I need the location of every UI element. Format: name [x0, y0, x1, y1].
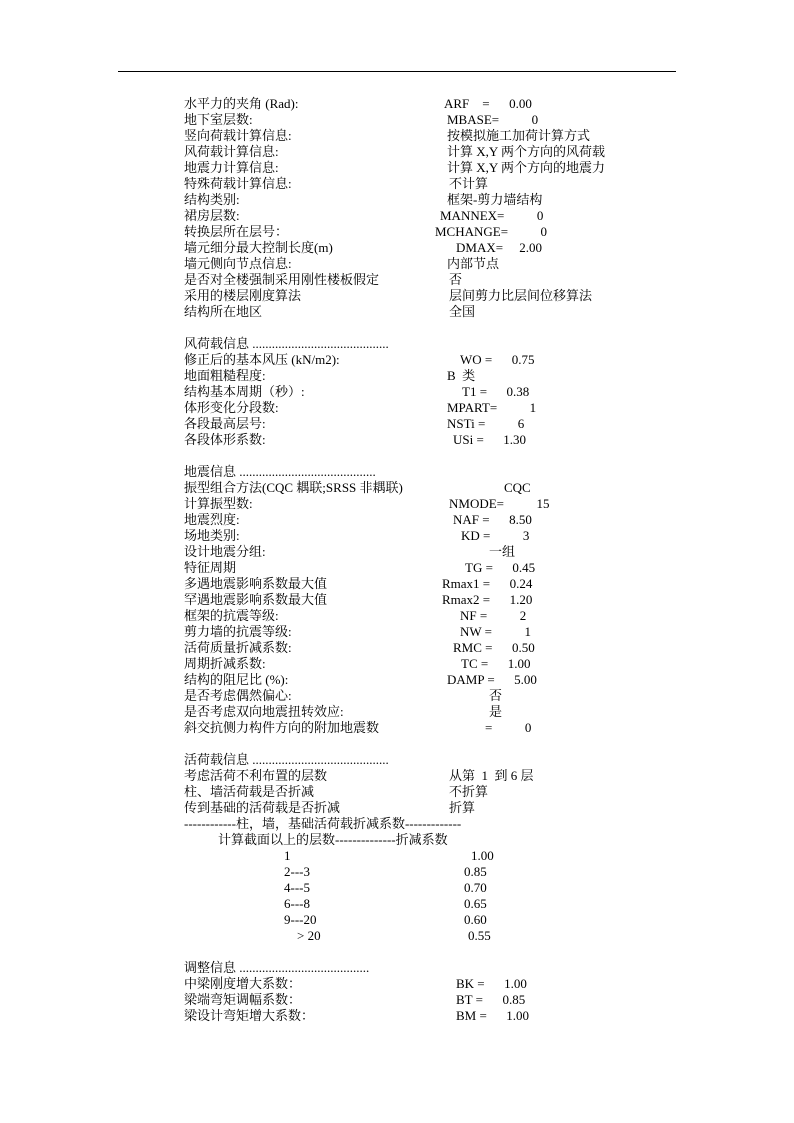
field-label: 修正后的基本风压 (kN/m2):	[184, 352, 340, 367]
general-row	[0, 240, 794, 256]
field-value: NAF = 8.50	[453, 512, 532, 527]
header-rule	[118, 71, 676, 72]
adjust-row	[0, 976, 794, 992]
field-value: MBASE= 0	[447, 112, 539, 127]
field-label: 中梁刚度增大系数：	[184, 976, 302, 991]
field-value: 计算 X,Y 两个方向的风荷载	[447, 144, 606, 159]
seismic-row	[0, 512, 794, 528]
section-title	[0, 336, 794, 352]
general-row	[0, 288, 794, 304]
wind-title: 风荷载信息 ..........................................	[184, 336, 389, 351]
wind-row	[0, 400, 794, 416]
field-value: T1 = 0.38	[462, 384, 530, 399]
field-label: 地震力计算信息:	[184, 160, 279, 175]
seismic-row	[0, 544, 794, 560]
seismic-row	[0, 672, 794, 688]
wind-section	[0, 336, 794, 448]
field-label: 体形变化分段数:	[184, 400, 279, 415]
field-label: 结构类别:	[184, 192, 240, 207]
field-label: 设计地震分组:	[184, 544, 266, 559]
field-value: WO = 0.75	[460, 352, 535, 367]
general-row	[0, 176, 794, 192]
field-label: 地震烈度:	[184, 512, 240, 527]
table-row	[0, 848, 794, 864]
table-header: 计算截面以上的层数--------------折减系数	[218, 832, 448, 847]
factor-cell: 1.00	[471, 848, 494, 863]
field-label: 各段最高层号:	[184, 416, 266, 431]
general-row	[0, 272, 794, 288]
field-value: Rmax2 = 1.20	[442, 592, 533, 607]
general-row	[0, 112, 794, 128]
floors-cell: 6---8	[284, 896, 310, 911]
section-title	[0, 960, 794, 976]
general-row	[0, 128, 794, 144]
seismic-row	[0, 688, 794, 704]
field-value: BM = 1.00	[456, 1008, 530, 1023]
table-row	[0, 864, 794, 880]
factor-cell: 0.65	[464, 896, 487, 911]
field-label: 框架的抗震等级:	[184, 608, 279, 623]
general-row	[0, 256, 794, 272]
field-value: 是	[489, 704, 503, 719]
adjust-row	[0, 1008, 794, 1024]
seismic-row	[0, 496, 794, 512]
adjust-title: 调整信息 ........................................	[184, 960, 370, 975]
seismic-title: 地震信息 ..........................................	[184, 464, 376, 479]
live-row	[0, 784, 794, 800]
seismic-row	[0, 576, 794, 592]
factor-cell: 0.55	[468, 928, 491, 943]
field-value: NMODE= 15	[449, 496, 550, 511]
section-title	[0, 752, 794, 768]
factor-cell: 0.85	[464, 864, 487, 879]
field-label: 结构所在地区	[184, 304, 263, 319]
field-value: 否	[489, 688, 503, 703]
adjust-row	[0, 992, 794, 1008]
field-value: NF = 2	[460, 608, 527, 623]
floors-cell: 4---5	[284, 880, 310, 895]
floors-cell: 2---3	[284, 864, 310, 879]
seismic-row	[0, 480, 794, 496]
field-value: RMC = 0.50	[453, 640, 535, 655]
field-value: Rmax1 = 0.24	[442, 576, 533, 591]
field-label: 采用的楼层刚度算法	[184, 288, 302, 303]
field-value: 否	[449, 272, 463, 287]
seismic-row	[0, 528, 794, 544]
general-row	[0, 192, 794, 208]
field-label: 特殊荷载计算信息:	[184, 176, 292, 191]
field-value: MPART= 1	[447, 400, 537, 415]
field-label: 是否考虑双向地震扭转效应:	[184, 704, 344, 719]
field-label: 活荷质量折减系数:	[184, 640, 292, 655]
field-label: 转换层所在层号：	[184, 224, 289, 239]
field-value: TG = 0.45	[465, 560, 536, 575]
field-label: 多遇地震影响系数最大值	[184, 576, 328, 591]
general-row	[0, 304, 794, 320]
field-value: NW = 1	[460, 624, 532, 639]
field-value: 不计算	[449, 176, 489, 191]
field-label: 传到基础的活荷载是否折减	[184, 800, 341, 815]
field-label: 振型组合方法(CQC 耦联;SRSS 非耦联)	[184, 480, 403, 495]
general-row	[0, 96, 794, 112]
wind-row	[0, 416, 794, 432]
table-row	[0, 896, 794, 912]
field-value: 计算 X,Y 两个方向的地震力	[447, 160, 606, 175]
field-value: 全国	[449, 304, 476, 319]
field-label: 风荷载计算信息:	[184, 144, 279, 159]
table-row	[0, 880, 794, 896]
table-row	[0, 912, 794, 928]
seismic-row	[0, 608, 794, 624]
field-label: 结构的阻尼比 (%):	[184, 672, 289, 687]
field-value: MCHANGE= 0	[435, 224, 548, 239]
field-value: BT = 0.85	[456, 992, 526, 1007]
seismic-row	[0, 640, 794, 656]
floors-cell: 9---20	[284, 912, 317, 927]
floors-cell: 1	[284, 848, 291, 863]
field-value: 从第 1 到 6 层	[449, 768, 534, 783]
reduction-table-caption	[0, 816, 794, 832]
field-label: 场地类别:	[184, 528, 240, 543]
table-caption: ------------柱，墙，基础活荷载折减系数-------------	[184, 816, 462, 831]
general-section	[0, 96, 794, 320]
general-row	[0, 208, 794, 224]
factor-cell: 0.60	[464, 912, 487, 927]
field-value: ARF = 0.00	[444, 96, 532, 111]
field-value: 按模拟施工加荷计算方式	[447, 128, 591, 143]
seismic-section	[0, 464, 794, 736]
field-value: TC = 1.00	[461, 656, 531, 671]
section-title	[0, 464, 794, 480]
field-value: DAMP = 5.00	[447, 672, 537, 687]
field-label: 周期折减系数:	[184, 656, 266, 671]
live-title: 活荷载信息 ..........................................	[184, 752, 389, 767]
field-label: 剪力墙的抗震等级:	[184, 624, 292, 639]
field-label: 罕遇地震影响系数最大值	[184, 592, 328, 607]
field-value: = 0	[485, 720, 532, 735]
field-value: 框架-剪力墙结构	[447, 192, 543, 207]
field-value: BK = 1.00	[456, 976, 527, 991]
factor-cell: 0.70	[464, 880, 487, 895]
general-row	[0, 144, 794, 160]
general-row	[0, 160, 794, 176]
general-row	[0, 224, 794, 240]
wind-row	[0, 368, 794, 384]
table-row	[0, 928, 794, 944]
field-label: 斜交抗侧力构件方向的附加地震数	[184, 720, 380, 735]
seismic-row	[0, 624, 794, 640]
seismic-row	[0, 704, 794, 720]
document-body	[0, 96, 794, 1024]
floors-cell: > 20	[297, 928, 321, 943]
field-value: MANNEX= 0	[440, 208, 544, 223]
field-label: 梁设计弯矩增大系数：	[184, 1008, 315, 1023]
field-label: 是否对全楼强制采用刚性楼板假定	[184, 272, 380, 287]
field-value: 内部节点	[447, 256, 500, 271]
field-value: 层间剪力比层间位移算法	[449, 288, 593, 303]
field-label: 地面粗糙程度:	[184, 368, 266, 383]
seismic-row	[0, 656, 794, 672]
field-label: 墙元侧向节点信息:	[184, 256, 292, 271]
live-row	[0, 800, 794, 816]
wind-row	[0, 384, 794, 400]
field-label: 地下室层数:	[184, 112, 253, 127]
field-label: 柱、墙活荷载是否折减	[184, 784, 315, 799]
field-label: 竖向荷载计算信息:	[184, 128, 292, 143]
field-label: 特征周期	[184, 560, 237, 575]
field-value: B 类	[447, 368, 476, 383]
field-label: 水平力的夹角 (Rad):	[184, 96, 299, 111]
seismic-row	[0, 720, 794, 736]
field-label: 墙元细分最大控制长度(m)	[184, 240, 333, 255]
wind-row	[0, 432, 794, 448]
field-value: USi = 1.30	[453, 432, 527, 447]
reduction-table-header	[0, 832, 794, 848]
field-label: 结构基本周期（秒）:	[184, 384, 305, 399]
field-value: CQC	[504, 480, 531, 495]
field-label: 各段体形系数:	[184, 432, 266, 447]
live-load-section	[0, 752, 794, 944]
field-value: 折算	[449, 800, 476, 815]
seismic-row	[0, 592, 794, 608]
adjustment-section	[0, 960, 794, 1024]
field-label: 计算振型数:	[184, 496, 253, 511]
field-value: 一组	[489, 544, 516, 559]
field-label: 梁端弯矩调幅系数：	[184, 992, 302, 1007]
field-value: DMAX= 2.00	[456, 240, 543, 255]
field-value: KD = 3	[461, 528, 530, 543]
field-value: 不折算	[449, 784, 489, 799]
live-row	[0, 768, 794, 784]
field-label: 裙房层数:	[184, 208, 240, 223]
field-label: 考虑活荷不利布置的层数	[184, 768, 328, 783]
field-label: 是否考虑偶然偏心:	[184, 688, 292, 703]
field-value: NSTi = 6	[447, 416, 525, 431]
seismic-row	[0, 560, 794, 576]
wind-row	[0, 352, 794, 368]
